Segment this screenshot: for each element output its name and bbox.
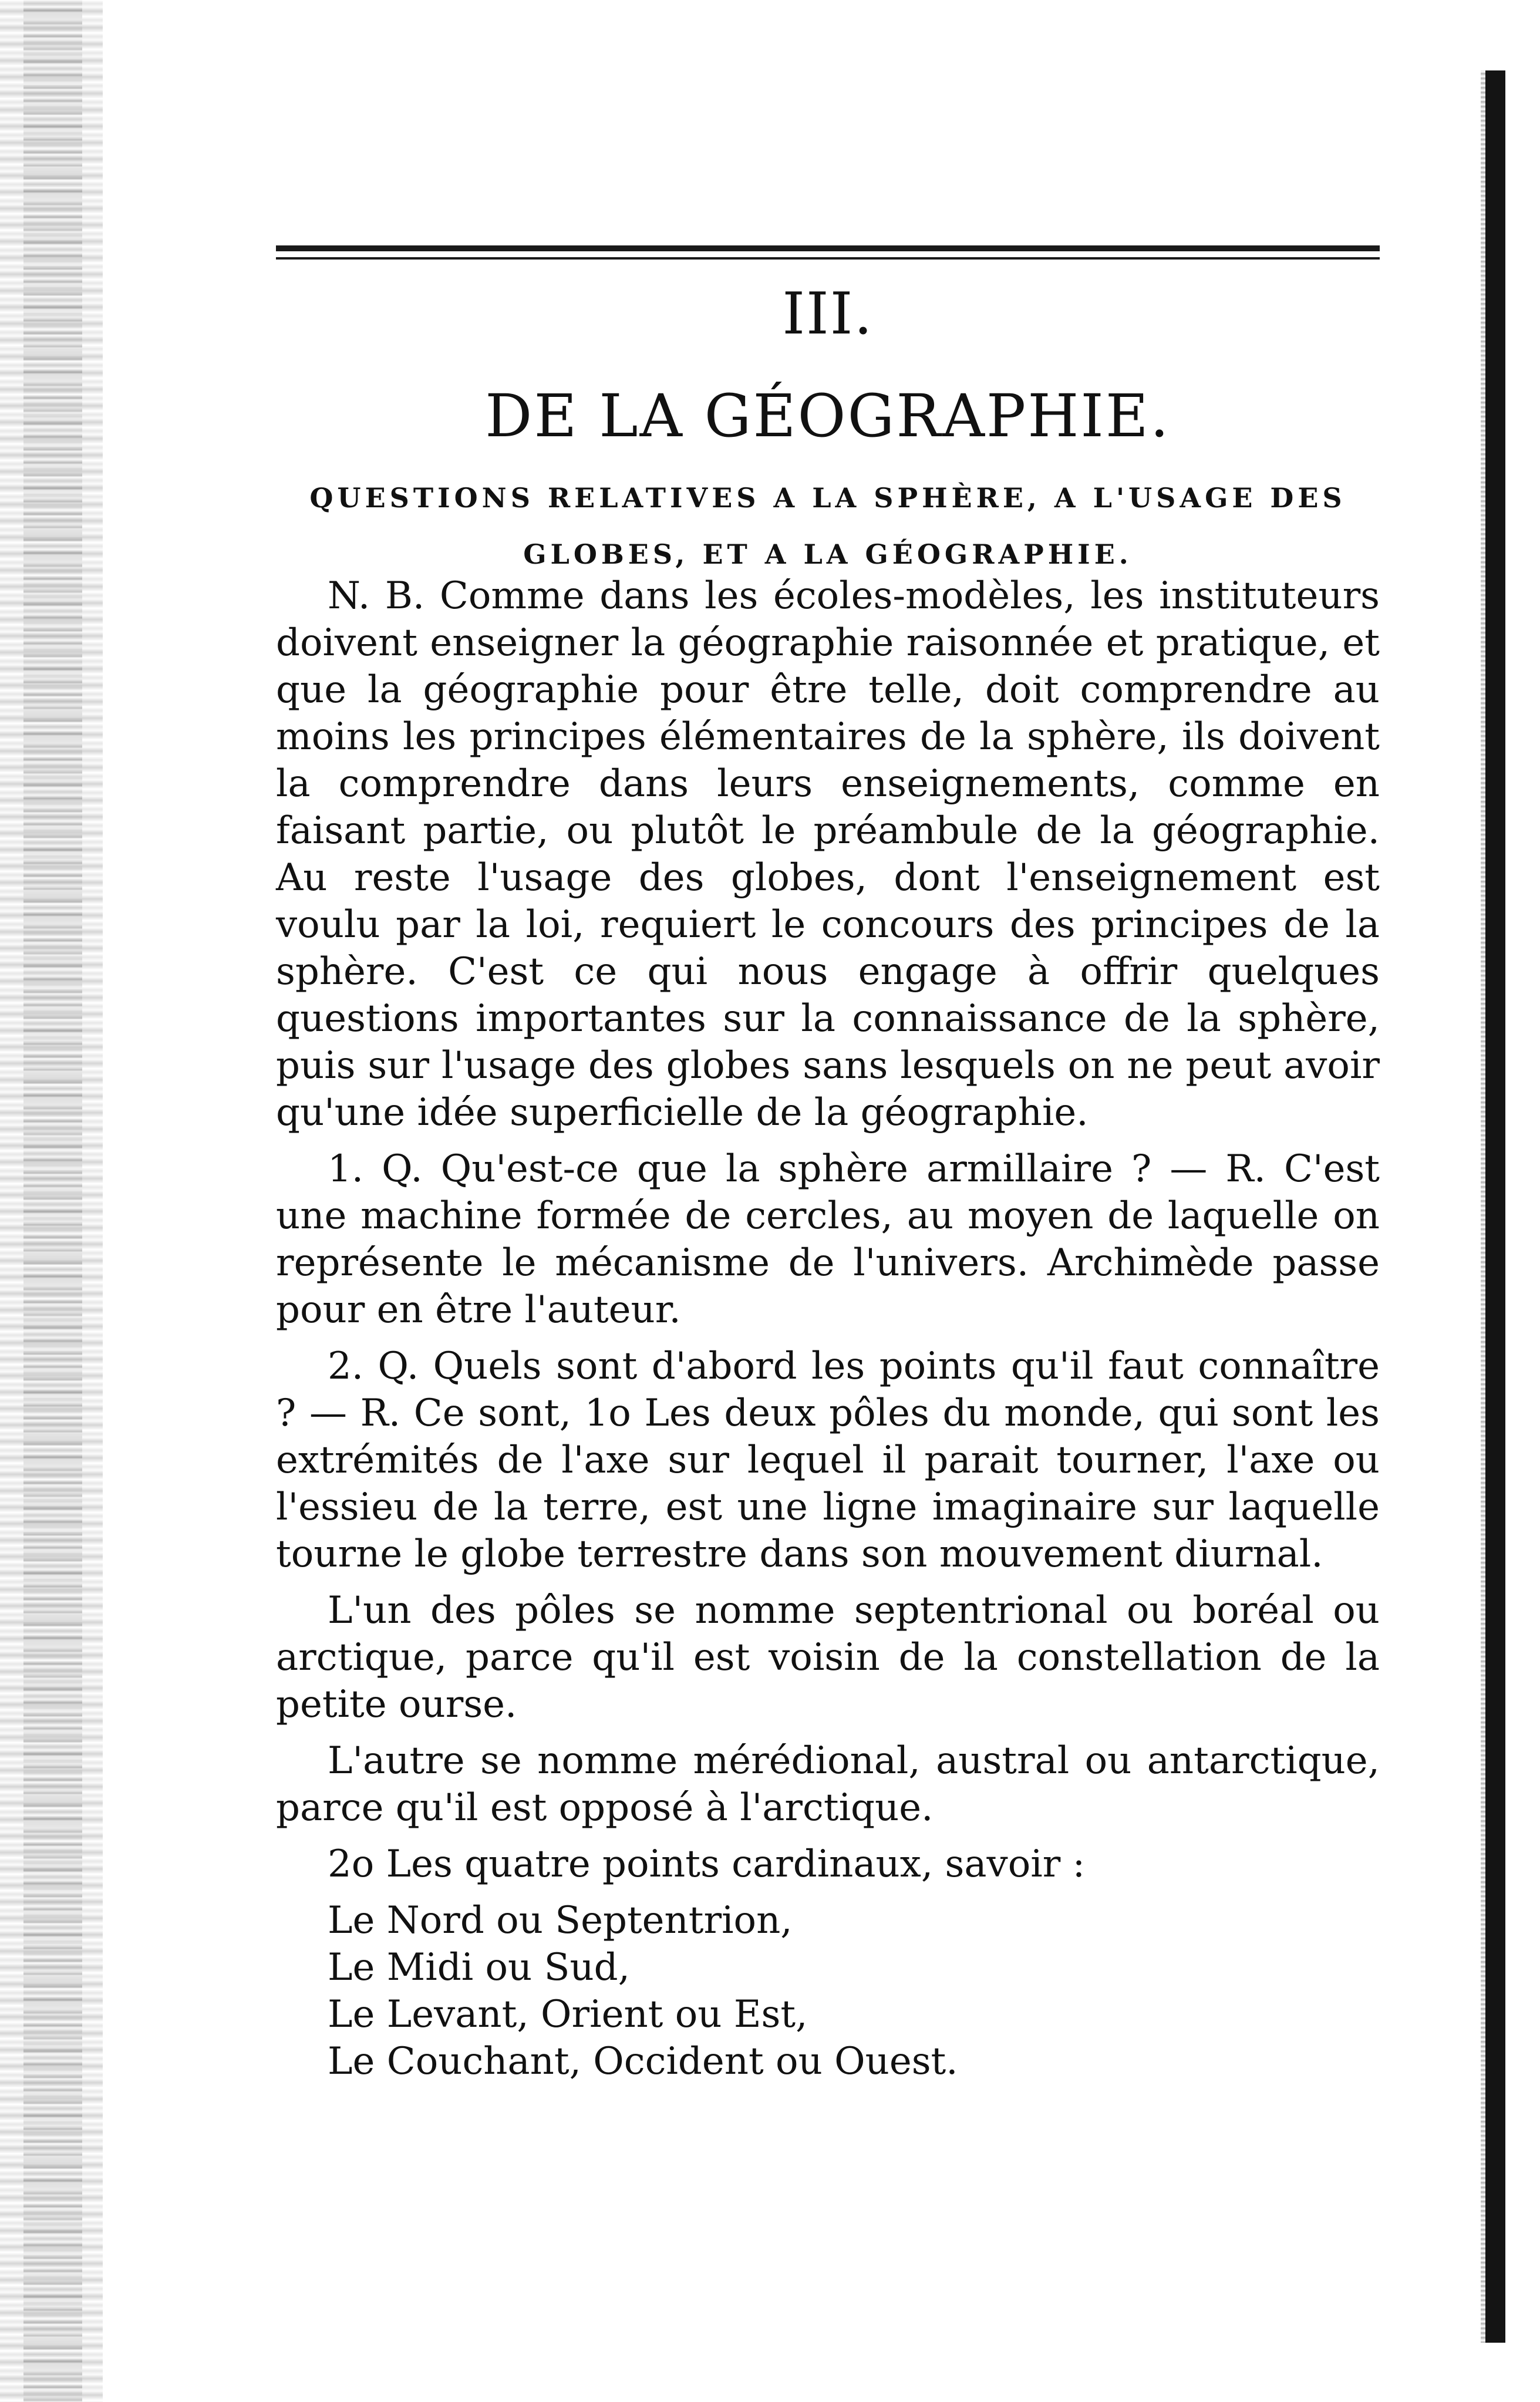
cardinal-points-list bbox=[276, 1897, 1380, 2085]
chapter-numeral: III. bbox=[782, 281, 874, 348]
paragraph-north-pole: L'un des pôles se nomme septentrional ou boréal ou arctique, parce qu'il est voisin de la constellation de la petite ourse. bbox=[276, 1589, 1380, 1726]
scan-left-edge bbox=[0, 0, 103, 2402]
list-item: Le Couchant, Occident ou Ouest. bbox=[328, 2040, 958, 2083]
body-text bbox=[276, 572, 1380, 2085]
rule-thick bbox=[276, 245, 1380, 251]
list-item: Le Levant, Orient ou Est, bbox=[328, 1993, 808, 2036]
paragraph-south-pole: L'autre se nomme mérédional, austral ou antarctique, parce qu'il est opposé à l'arctique. bbox=[276, 1739, 1380, 1830]
paragraph-cardinal-intro: 2o Les quatre points cardinaux, savoir : bbox=[328, 1842, 1086, 1886]
rule-thin bbox=[276, 257, 1380, 260]
chapter-title: DE LA GÉOGRAPHIE. bbox=[485, 382, 1171, 450]
list-item: Le Nord ou Septentrion, bbox=[328, 1899, 793, 1942]
paragraph-nb: N. B. Comme dans les écoles-modèles, les instituteurs doivent enseigner la géographie raisonnée et pratique, et que la géographie pour être telle, doit comprendre au moins les principes élémentaires de la sphère, ils doivent la comprendre dans leurs enseignements, comme en faisant partie, ou plutôt le préambule de la géographie. Au reste l'usage des globes, dont l'enseignement est voulu par la loi, requiert le concours des principes de la sphère. C'est ce qui nous engage à offrir quelques questions importantes sur la connaissance de la sphère, puis sur l'usage des globes sans lesquels on ne peut avoir qu'une idée superficielle de la géographie. bbox=[276, 574, 1380, 1134]
list-item: Le Midi ou Sud, bbox=[328, 1946, 630, 1989]
paragraph-q1: 1. Q. Qu'est-ce que la sphère armillaire ? — R. C'est une machine formée de cercles, au moyen de laquelle on représente le mécanisme de l'univers. Archimède passe pour en être l'auteur. bbox=[276, 1147, 1380, 1332]
paragraph-q2: 2. Q. Quels sont d'abord les points qu'il faut connaître ? — R. Ce sont, 1o Les deux pôles du monde, qui sont les extrémités de l'axe sur lequel il parait tourner, l'axe ou l'essieu de la terre, est une ligne imaginaire sur laquelle tourne le globe terrestre dans son mouvement diurnal. bbox=[276, 1345, 1380, 1576]
double-rule bbox=[276, 245, 1380, 262]
chapter-subtitle: QUESTIONS RELATIVES A LA SPHÈRE, A L'USAGE DES GLOBES, ET A LA GÉOGRAPHIE. bbox=[309, 482, 1346, 570]
scan-right-edge bbox=[1485, 70, 1505, 2343]
